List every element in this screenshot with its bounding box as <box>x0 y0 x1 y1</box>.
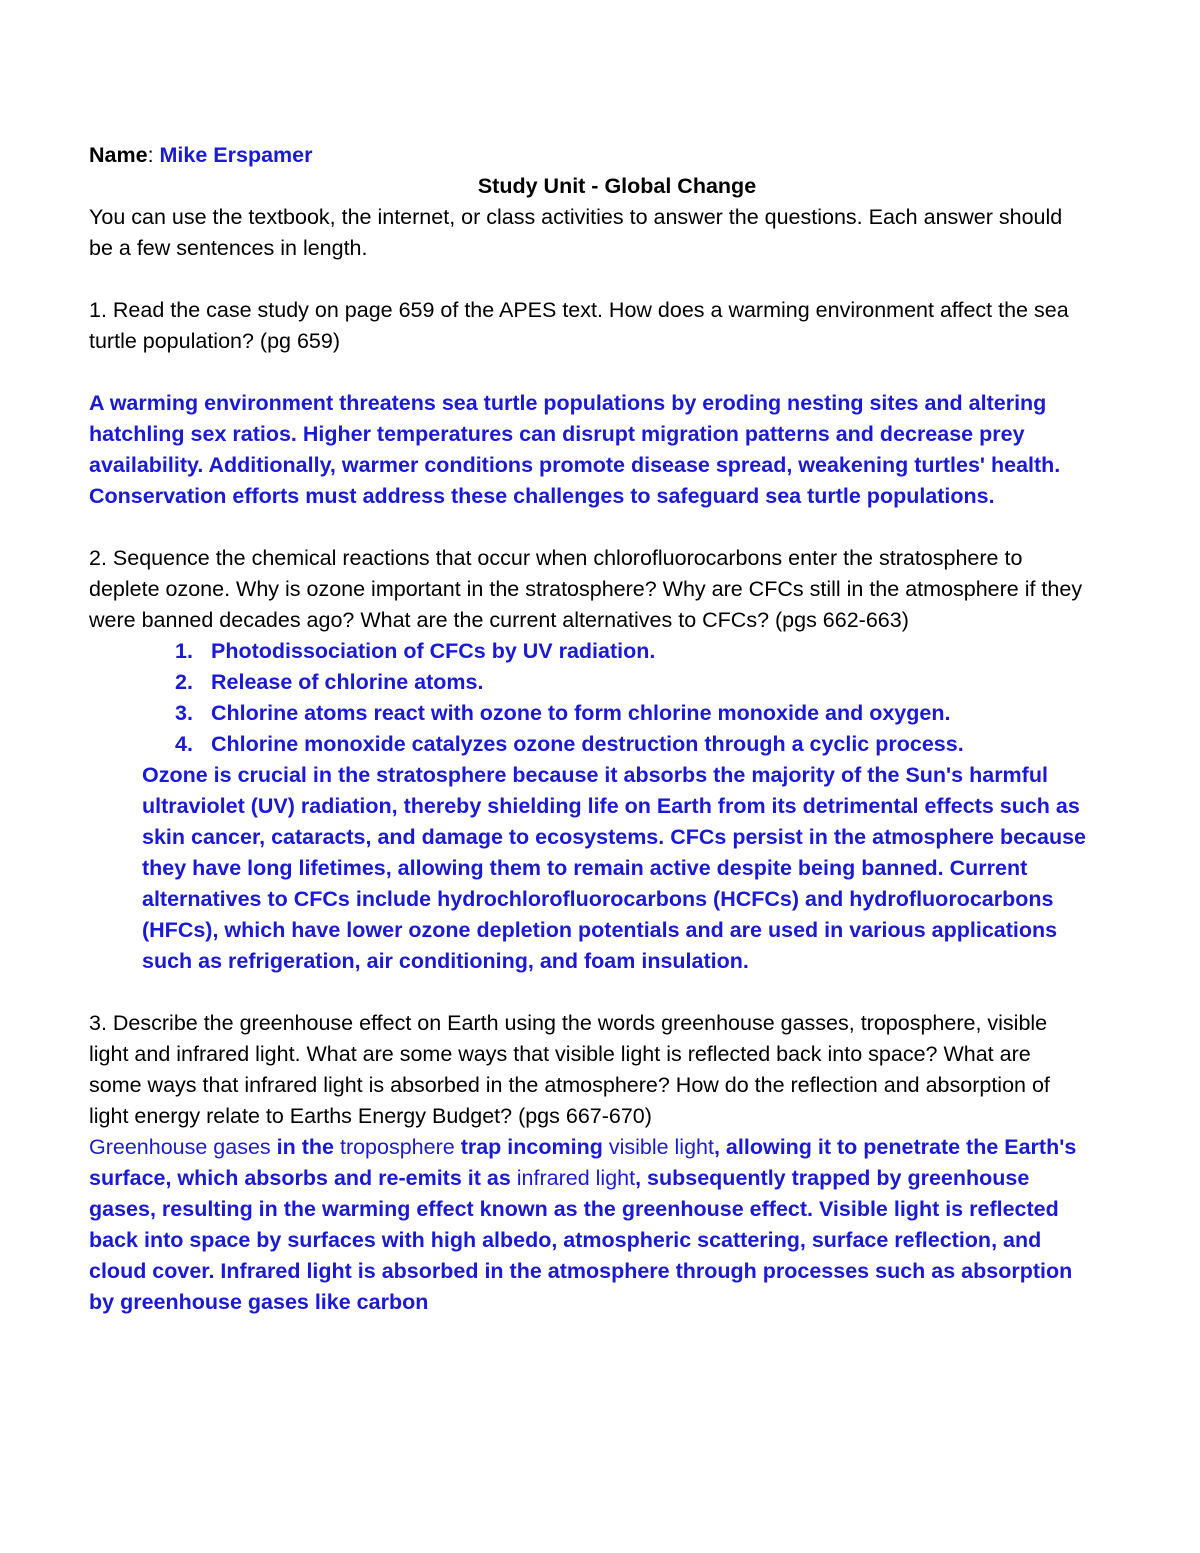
spacer <box>89 512 1089 543</box>
list-item: 4. Chlorine monoxide catalyzes ozone destruction through a cyclic process. <box>175 732 964 756</box>
name-separator: : <box>147 143 160 167</box>
question-3: 3. Describe the greenhouse effect on Earth using the words greenhouse gasses, troposphere, visible light and infrared light. What are some ways that visible light is reflected back into space? What are some ways that infrared light is absorbed in the atmosphere? How do the reflection and absorption of light energy relate to Earths Energy Budget? (pgs 667-670) <box>89 1011 1050 1128</box>
answer-3: Greenhouse gases in the troposphere trap incoming visible light, allowing it to penetrate the Earth's surface, which absorbs and re-emits it as infrared light, subsequently trapped by greenhouse gases, resulting in the warming effect known as the greenhouse effect. Visible light is reflected back into space by surfaces with high albedo, atmospheric scattering, surface reflection, and cloud cover. Infrared light is absorbed in the atmosphere through processes such as absorption by greenhouse gases like carbon <box>89 1135 1077 1314</box>
question-2: 2. Sequence the chemical reactions that occur when chlorofluorocarbons enter the stratosphere to deplete ozone. Why is ozone important in the stratosphere? Why are CFCs still in the atmosphere if they were banned decades ago? What are the current alternatives to CFCs? (pgs 662-663) <box>89 546 1083 632</box>
list-item: 2. Release of chlorine atoms. <box>175 670 484 694</box>
name-line <box>89 140 1089 171</box>
reaction-steps-list <box>89 636 1089 760</box>
instructions: You can use the textbook, the internet, or class activities to answer the questions. Each answer should be a few sentences in length. <box>89 205 1063 260</box>
student-name: Mike Erspamer <box>159 143 313 167</box>
spacer <box>89 357 1089 388</box>
document-body <box>89 140 1089 1318</box>
document-title: Study Unit - Global Change <box>477 174 757 198</box>
answer-1: A warming environment threatens sea turtle populations by eroding nesting sites and altering hatchling sex ratios. Higher temperatures can disrupt migration patterns and decrease prey availability. Additionally, warmer conditions promote disease spread, weakening turtles' health. Conservation efforts must address these challenges to safeguard sea turtle populations. <box>89 391 1061 508</box>
answer-2: Ozone is crucial in the stratosphere because it absorbs the majority of the Sun's harmful ultraviolet (UV) radiation, thereby shielding life on Earth from its detrimental effects such as skin cancer, cataracts, and damage to ecosystems. CFCs persist in the atmosphere because they have long lifetimes, allowing them to remain active despite being banned. Current alternatives to CFCs include hydrochlorofluorocarbons (HCFCs) and hydrofluorocarbons (HFCs), which have lower ozone depletion potentials and are used in various applications such as refrigeration, air conditioning, and foam insulation. <box>142 763 1087 973</box>
list-item: 1. Photodissociation of CFCs by UV radiation. <box>175 639 656 663</box>
spacer <box>89 977 1089 1008</box>
name-label: Name <box>89 143 148 167</box>
spacer <box>89 264 1089 295</box>
list-item: 3. Chlorine atoms react with ozone to form chlorine monoxide and oxygen. <box>175 701 951 725</box>
question-1: 1. Read the case study on page 659 of the APES text. How does a warming environment affect the sea turtle population? (pg 659) <box>89 298 1069 353</box>
